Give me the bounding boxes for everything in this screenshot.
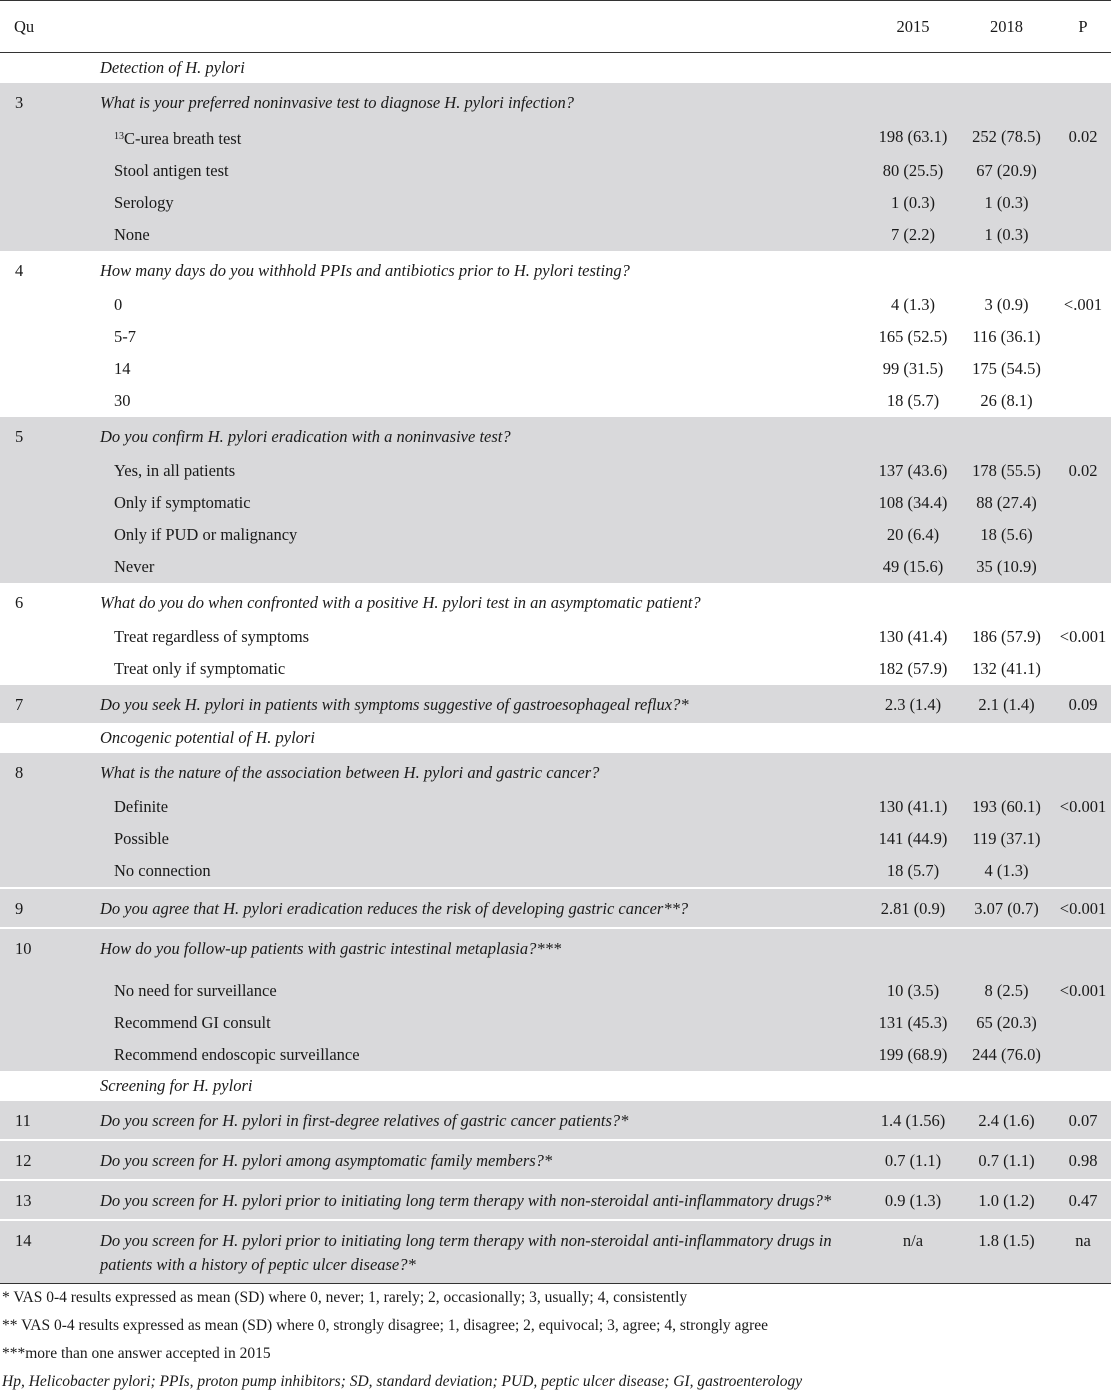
question-text: Do you seek H. pylori in patients with symptoms suggestive of gastroesophageal reflux?* (88, 685, 868, 723)
p-value: <0.001 (1055, 888, 1111, 928)
footnote-row (0, 1368, 1111, 1396)
question-number: 6 (15, 593, 24, 612)
question-row (0, 1140, 1111, 1180)
value-2015: 199 (68.9) (868, 1039, 958, 1071)
answer-label: Only if PUD or malignancy (88, 519, 868, 551)
value-2018: 0.7 (1.1) (958, 1140, 1055, 1180)
p-value: 0.09 (1055, 685, 1111, 723)
value-2015: 130 (41.1) (868, 791, 958, 823)
value-2015: 80 (25.5) (868, 155, 958, 187)
question-row (0, 753, 1111, 791)
p-value: na (1055, 1220, 1111, 1284)
answer-row (0, 155, 1111, 187)
value-2015: 99 (31.5) (882, 359, 944, 378)
value-2018: 3 (0.9) (984, 295, 1029, 314)
header-qu: Qu (0, 1, 88, 53)
question-text: Do you screen for H. pylori in first-degree relatives of gastric cancer patients?* (88, 1101, 868, 1140)
section-title: Detection of H. pylori (100, 58, 245, 77)
p-value: <0.001 (1055, 791, 1111, 823)
value-2015: 18 (5.7) (868, 855, 958, 888)
header-2015: 2015 (868, 1, 958, 53)
answer-label: Possible (88, 823, 868, 855)
question-number: 4 (15, 261, 24, 280)
answer-label: Stool antigen test (88, 155, 868, 187)
header-2018: 2018 (958, 1, 1055, 53)
value-2018: 175 (54.5) (972, 359, 1041, 378)
value-2018: 193 (60.1) (958, 791, 1055, 823)
p-value: 0.47 (1055, 1180, 1111, 1220)
answer-label: Treat regardless of symptoms (114, 627, 310, 646)
question-number: 9 (0, 888, 88, 928)
value-2018: 119 (37.1) (958, 823, 1055, 855)
value-2015: 0.7 (1.1) (868, 1140, 958, 1180)
answer-row (0, 219, 1111, 251)
footnote-row (0, 1340, 1111, 1368)
value-2018: 4 (1.3) (958, 855, 1055, 888)
answer-row (0, 455, 1111, 487)
question-number: 14 (0, 1220, 88, 1284)
answer-row (0, 855, 1111, 888)
p-value: 0.98 (1055, 1140, 1111, 1180)
section-title: Oncogenic potential of H. pylori (100, 728, 315, 747)
footnote-row (0, 1312, 1111, 1340)
answer-row (0, 187, 1111, 219)
answer-row (0, 1039, 1111, 1071)
answer-row (0, 385, 1111, 417)
answer-label: 30 (114, 391, 131, 410)
p-value: <0.001 (1055, 975, 1111, 1007)
value-2015: 20 (6.4) (868, 519, 958, 551)
question-text: Do you screen for H. pylori among asymptomatic family members?* (88, 1140, 868, 1180)
question-number: 7 (0, 685, 88, 723)
answer-label: $^{13}$C-urea breath test (88, 121, 868, 155)
value-2018: 132 (41.1) (972, 659, 1041, 678)
question-row (0, 83, 1111, 121)
answer-label: Treat only if symptomatic (114, 659, 286, 678)
answer-row (0, 353, 1111, 385)
value-2018: 67 (20.9) (958, 155, 1055, 187)
footnote-vas-frequency: * VAS 0-4 results expressed as mean (SD) where 0, never; 1, rarely; 2, occasionally; 3, usually; 4, consistently (0, 1284, 1111, 1313)
footnote-vas-agreement: ** VAS 0-4 results expressed as mean (SD) where 0, strongly disagree; 1, disagree; 2, equivocal; 3, agree; 4, strongly agree (2, 1317, 769, 1334)
question-row (0, 1101, 1111, 1140)
value-2015: 165 (52.5) (878, 327, 948, 346)
value-2018: 116 (36.1) (972, 327, 1041, 346)
section-row (0, 53, 1111, 84)
value-2015: 137 (43.6) (868, 455, 958, 487)
value-2018: 3.07 (0.7) (958, 888, 1055, 928)
question-row (0, 928, 1111, 967)
question-row (0, 1180, 1111, 1220)
table-header-row (0, 1, 1111, 53)
question-number: 11 (0, 1101, 88, 1140)
question-text: Do you agree that H. pylori eradication reduces the risk of developing gastric cancer**? (88, 888, 868, 928)
value-2018: 26 (8.1) (980, 391, 1033, 410)
value-2015: 49 (15.6) (868, 551, 958, 583)
question-number: 13 (0, 1180, 88, 1220)
header-p: P (1055, 1, 1111, 53)
answer-row (0, 321, 1111, 353)
value-2018: 2.4 (1.6) (958, 1101, 1055, 1140)
value-2018: 186 (57.9) (972, 627, 1041, 646)
question-text: What do you do when confronted with a positive H. pylori test in an asymptomatic patient? (100, 593, 701, 612)
value-2015: 182 (57.9) (878, 659, 948, 678)
value-2015: 4 (1.3) (891, 295, 935, 314)
answer-label: Never (88, 551, 868, 583)
answer-label: Recommend GI consult (88, 1007, 868, 1039)
answer-row (0, 289, 1111, 321)
answer-label: No connection (88, 855, 868, 888)
value-2015: 7 (2.2) (868, 219, 958, 251)
question-text: What is your preferred noninvasive test to diagnose H. pylori infection? (88, 83, 868, 121)
answer-row (0, 621, 1111, 653)
question-row (0, 251, 1111, 289)
answer-row (0, 551, 1111, 583)
value-2018: 65 (20.3) (958, 1007, 1055, 1039)
value-2015: 0.9 (1.3) (868, 1180, 958, 1220)
question-number: 8 (0, 753, 88, 791)
answer-row (0, 121, 1111, 155)
answer-label: None (88, 219, 868, 251)
answer-row (0, 823, 1111, 855)
answer-label: No need for surveillance (88, 975, 868, 1007)
answer-row (0, 791, 1111, 823)
value-2015: 198 (63.1) (868, 121, 958, 155)
value-2015: 131 (45.3) (868, 1007, 958, 1039)
section-row (0, 1071, 1111, 1101)
answer-label: Yes, in all patients (88, 455, 868, 487)
question-text: How do you follow-up patients with gastric intestinal metaplasia?*** (88, 928, 868, 967)
section-row (0, 723, 1111, 753)
answer-row (0, 487, 1111, 519)
value-2018: 88 (27.4) (958, 487, 1055, 519)
question-text: How many days do you withhold PPIs and antibiotics prior to H. pylori testing? (100, 261, 630, 280)
value-2015: 108 (34.4) (868, 487, 958, 519)
p-value: 0.07 (1055, 1101, 1111, 1140)
answer-label: 0 (114, 295, 123, 314)
value-2018: 1.8 (1.5) (958, 1220, 1055, 1284)
value-2018: 18 (5.6) (958, 519, 1055, 551)
answer-label: 14 (114, 359, 131, 378)
spacer-row (0, 967, 1111, 975)
question-row (0, 417, 1111, 455)
p-value: <.001 (1063, 295, 1103, 314)
value-2018: 252 (78.5) (958, 121, 1055, 155)
answer-label: Serology (88, 187, 868, 219)
value-2015: 2.3 (1.4) (868, 685, 958, 723)
question-text: Do you screen for H. pylori prior to initiating long term therapy with non-steroidal anti-inflammatory drugs?* (88, 1180, 868, 1220)
value-2015: n/a (868, 1220, 958, 1284)
value-2015: 1.4 (1.56) (868, 1101, 958, 1140)
section-title: Screening for H. pylori (100, 1076, 253, 1095)
answer-label: Definite (88, 791, 868, 823)
answer-label: Only if symptomatic (88, 487, 868, 519)
p-value: <0.001 (1059, 627, 1107, 646)
question-number: 12 (0, 1140, 88, 1180)
value-2018: 35 (10.9) (958, 551, 1055, 583)
p-value: 0.02 (1055, 121, 1111, 155)
value-2018: 1 (0.3) (958, 187, 1055, 219)
answer-label: Recommend endoscopic surveillance (88, 1039, 868, 1071)
footnote-row (0, 1284, 1111, 1313)
value-2018: 1.0 (1.2) (958, 1180, 1055, 1220)
answer-row (0, 975, 1111, 1007)
question-text: What is the nature of the association between H. pylori and gastric cancer? (88, 753, 868, 791)
question-row (0, 685, 1111, 723)
superscript-13: 13 (114, 131, 124, 142)
header-question (88, 1, 868, 53)
question-row (0, 888, 1111, 928)
answer-row (0, 1007, 1111, 1039)
footnote-abbreviations: Hp, Helicobacter pylori; PPIs, proton pump inhibitors; SD, standard deviation; PUD, peptic ulcer disease; GI, gastroenterology (2, 1373, 803, 1390)
value-2015: 1 (0.3) (868, 187, 958, 219)
question-text: Do you confirm H. pylori eradication with a noninvasive test? (88, 417, 868, 455)
footnote-multiple-answers: ***more than one answer accepted in 2015 (2, 1345, 271, 1362)
p-value: 0.02 (1055, 455, 1111, 487)
question-number: 3 (0, 83, 88, 121)
value-2015: 18 (5.7) (886, 391, 940, 410)
value-2015: 2.81 (0.9) (868, 888, 958, 928)
value-2018: 8 (2.5) (958, 975, 1055, 1007)
answer-row (0, 653, 1111, 685)
value-2018: 2.1 (1.4) (958, 685, 1055, 723)
value-2015: 141 (44.9) (868, 823, 958, 855)
question-row (0, 1220, 1111, 1284)
value-2018: 244 (76.0) (958, 1039, 1055, 1071)
value-2015: 10 (3.5) (868, 975, 958, 1007)
value-2018: 178 (55.5) (958, 455, 1055, 487)
value-2018: 1 (0.3) (958, 219, 1055, 251)
question-number: 5 (0, 417, 88, 455)
question-row (0, 583, 1111, 621)
question-number: 10 (0, 928, 88, 967)
question-text: Do you screen for H. pylori prior to initiating long term therapy with non-steroidal anti-inflammatory drugs in patients with a history of peptic ulcer disease?* (88, 1220, 868, 1284)
answer-row (0, 519, 1111, 551)
answer-label: 5-7 (114, 327, 136, 346)
value-2015: 130 (41.4) (878, 627, 948, 646)
